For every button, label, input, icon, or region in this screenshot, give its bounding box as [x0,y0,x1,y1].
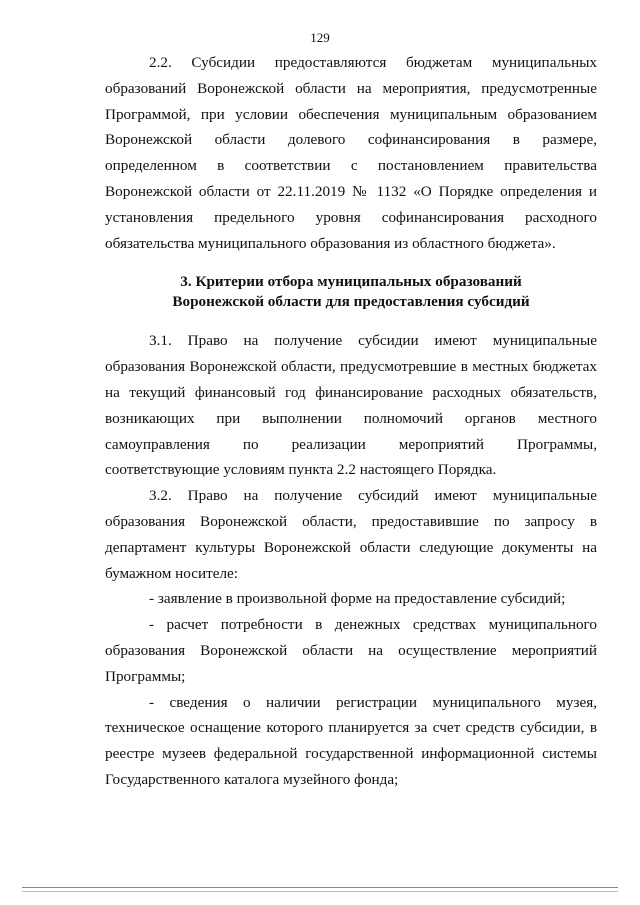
list-item-museum-registration: - сведения о наличии регистрации муниципального музея, техническое оснащение которого планируется за счет средств субсидии, в реестре музеев федеральной государственной информационной системы Государственного каталога музейного фонда; [105,693,597,788]
scan-edge-line-lower [22,891,618,892]
section-heading [105,272,597,312]
section-heading-line-2: Воронежской области для предоставления субсидий [172,293,530,311]
list-item-funding-calculation: - расчет потребности в денежных средствах муниципального образования Воронежской области на осуществление мероприятий Программы; [105,616,597,685]
page-number: 129 [310,30,330,45]
list-item-application: - заявление в произвольной форме на предоставление субсидий; [149,590,566,608]
section-heading-line-1: 3. Критерии отбора муниципальных образований [180,273,522,291]
document-body [105,50,597,793]
paragraph-2-2: 2.2. Субсидии предоставляются бюджетам муниципальных образований Воронежской области на мероприятия, предусмотренные Программой, при условии обеспечения муниципальным образованием Воронежской области долевого софинансирования в размере, определенном в соответствии с постановлением правительства Воронежской области от 22.11.2019 № 1132 «О Порядке определения и установления предельного уровня софинансирования расходного обязательства муниципального образования из областного бюджета». [105,54,597,252]
scan-edge-line [22,887,618,888]
paragraph-3-1: 3.1. Право на получение субсидии имеют муниципальные образования Воронежской области, предусмотревшие в местных бюджетах на текущий финансовый год финансирование расходных обязательств, возникающих при выполнении полномочий органов местного самоуправления по реализации мероприятий Программы, соответствующие условиям пункта 2.2 настоящего Порядка. [105,332,597,479]
paragraph-3-2: 3.2. Право на получение субсидий имеют муниципальные образования Воронежской области, предоставившие по запросу в департамент культуры Воронежской области следующие документы на бумажном носителе: [105,487,597,582]
